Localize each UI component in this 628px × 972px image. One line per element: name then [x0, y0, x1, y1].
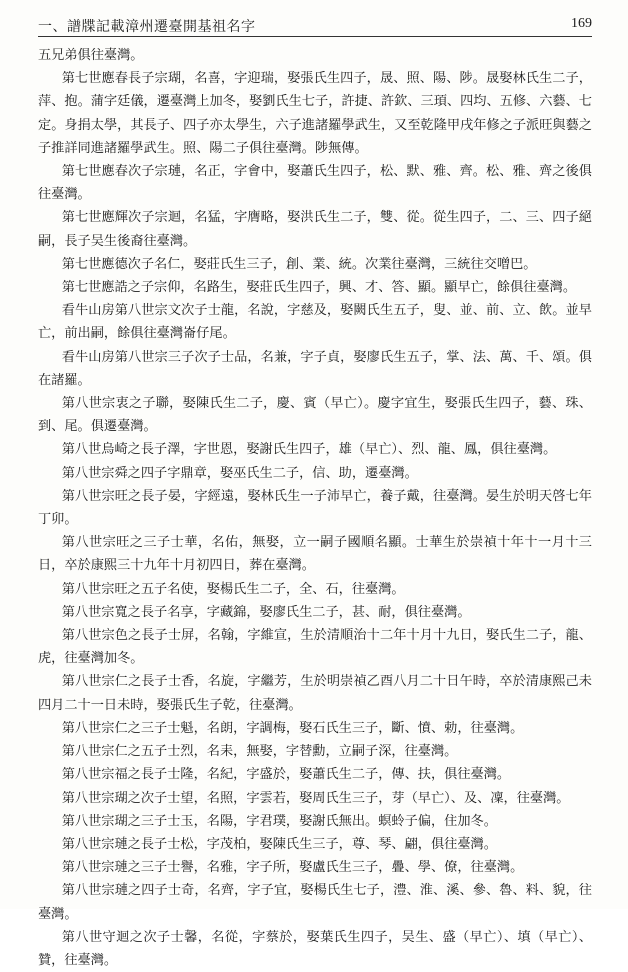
paragraph: 第八世宗璉之四子士奇，名齊，字子宜，娶楊氏生七子，澧、淮、溪、參、魯、料、貌，往臺灣。	[38, 883, 592, 922]
paragraph: 第八世宗旺之長子晏，字經遠，娶林氏生一子沛早亡，養子戴，往臺灣。晏生於明天啓七年丁卯。	[38, 488, 592, 528]
paragraph: 第八世宗衷之子聯，娶陳氏生二子，慶、賓（早亡）。慶字宜生，娶張氏生四子，藝、珠、到、尾。俱遷臺灣。	[38, 396, 592, 435]
paragraph: 第八世宗瑚之次子士望，名照，字雲若，娶周氏生三子，芽（早亡）、及、凜，往臺灣。	[61, 790, 570, 806]
paragraph: 第八世烏崎之長子澤，字世恩，娶謝氏生四子，雄（早亡）、烈、龍、鳳，俱往臺灣。	[61, 442, 557, 458]
paragraph: 第八世宗色之長子士屏，名翰，字維宣，生於清順治十二年十月十九日，娶氏生二子，龍、虎，往臺灣加冬。	[38, 628, 592, 667]
paragraph: 第八世宗仁之三子士魁，名朗，字調梅，娶石氏生三子，斷、憤、勅，往臺灣。	[61, 720, 524, 736]
paragraph: 第八世宗仁之五子士烈，名耒，無娶，字替勳，立嗣子深，往臺灣。	[61, 744, 458, 760]
paragraph: 第七世應德次子名仁，娶莊氏生三子，創、業、統。次業往臺灣，三統往交噌巴。	[61, 256, 537, 272]
paragraph: 第七世應春次子宗璉，名正，字會中，娶蕭氏生四子，松、默、雅、齊。松、雅、齊之後俱往臺灣。	[38, 164, 592, 203]
running-header	[38, 14, 592, 37]
paragraph: 第八世宗旺之三子士華，名佑，無娶，立一嗣子國順名顯。士華生於崇禎十年十一月十三日，卒於康熙三十九年十月初四日，葬在臺灣。	[38, 535, 592, 574]
paragraph: 第八世宗璉之長子士松，字茂柏，娶陳氏生三子，尊、琴、翩，俱往臺灣。	[61, 836, 497, 852]
body-text	[38, 44, 592, 972]
paragraph: 第七世應輝次子宗迴，名猛，字膺略，娶洪氏生二子，雙、從。從生四子，二、三、四子絕嗣，長子吴生後裔往臺灣。	[38, 210, 592, 249]
paragraph: 第八世宗璉之三子士譽，名雅，字子所，娶盧氏生三子，疊、學、僚，往臺灣。	[61, 860, 524, 876]
paragraph: 第八世宗仁之長子士香，名旋，字繼芳，生於明崇禎乙酉八月二十日午時，卒於清康熙己未四月二十一日未時，娶張氏生子乾，往臺灣。	[38, 674, 592, 713]
paragraph: 看牛山房第八世宗文次子士龍，名說，字慈及，娶闕氏生五子，叟、並、前、立、飲。並早亡，前出嗣，餘俱往臺灣崙仔尾。	[38, 303, 592, 342]
paragraph: 第八世宗瑚之三子士玉，名陽，字君璞，娶謝氏無出。螟蛉子偏，住加冬。	[61, 813, 497, 829]
paragraph: 第七世應誥之子宗仰，名路生，娶莊氏生四子，興、才、答、顯。顯早亡，餘俱往臺灣。	[61, 280, 577, 296]
paragraph: 五兄弟俱往臺灣。	[38, 48, 144, 63]
paragraph: 看牛山房第八世宗三子次子士品，名兼，字子貞，娶廖氏生五子，掌、法、萬、千、頌。俱在諸羅。	[38, 349, 592, 388]
page-number: 169	[571, 16, 592, 31]
paragraph: 第八世守迴之次子士馨，名從，字蔡於，娶葉氏生四子，吴生、盛（早亡）、填（早亡）、贊，往臺灣。	[38, 929, 592, 968]
paragraph: 第八世宗舜之四子字鼎章，娶巫氏生二子，信、助，遷臺灣。	[61, 465, 418, 481]
paragraph: 第八世宗寬之長子名享，字藏錦，娶廖氏生二子，甚、耐，俱往臺灣。	[61, 604, 471, 620]
running-title: 一、譜牒記載漳州遷臺開基祖名字	[38, 19, 256, 35]
paragraph: 第八世宗旺之五子名使，娶楊氏生二子，全、石，往臺灣。	[61, 581, 405, 597]
paragraph: 第八世宗福之長子士隆，名紀，字盛於，娶蕭氏生二子，傳、扶，俱往臺灣。	[61, 767, 511, 783]
paragraph: 第七世應春長子宗瑚，名喜，字迎瑞，娶張氏生四子，晟、照、陽、陟。晟娶林氏生二子，萍、抱。蒲字廷儀，遷臺灣上加冬，娶劉氏生七子，許捷、許欽、三頊、四均、五修、六藝、七定。身捐太學，其長子、四子亦太學生，六子進諸羅學武生，又至乾隆甲戌年修之子派旺與藝之子推詳同進諸羅學武生。照、陽二子俱往臺灣。陟無傳。	[38, 71, 592, 156]
